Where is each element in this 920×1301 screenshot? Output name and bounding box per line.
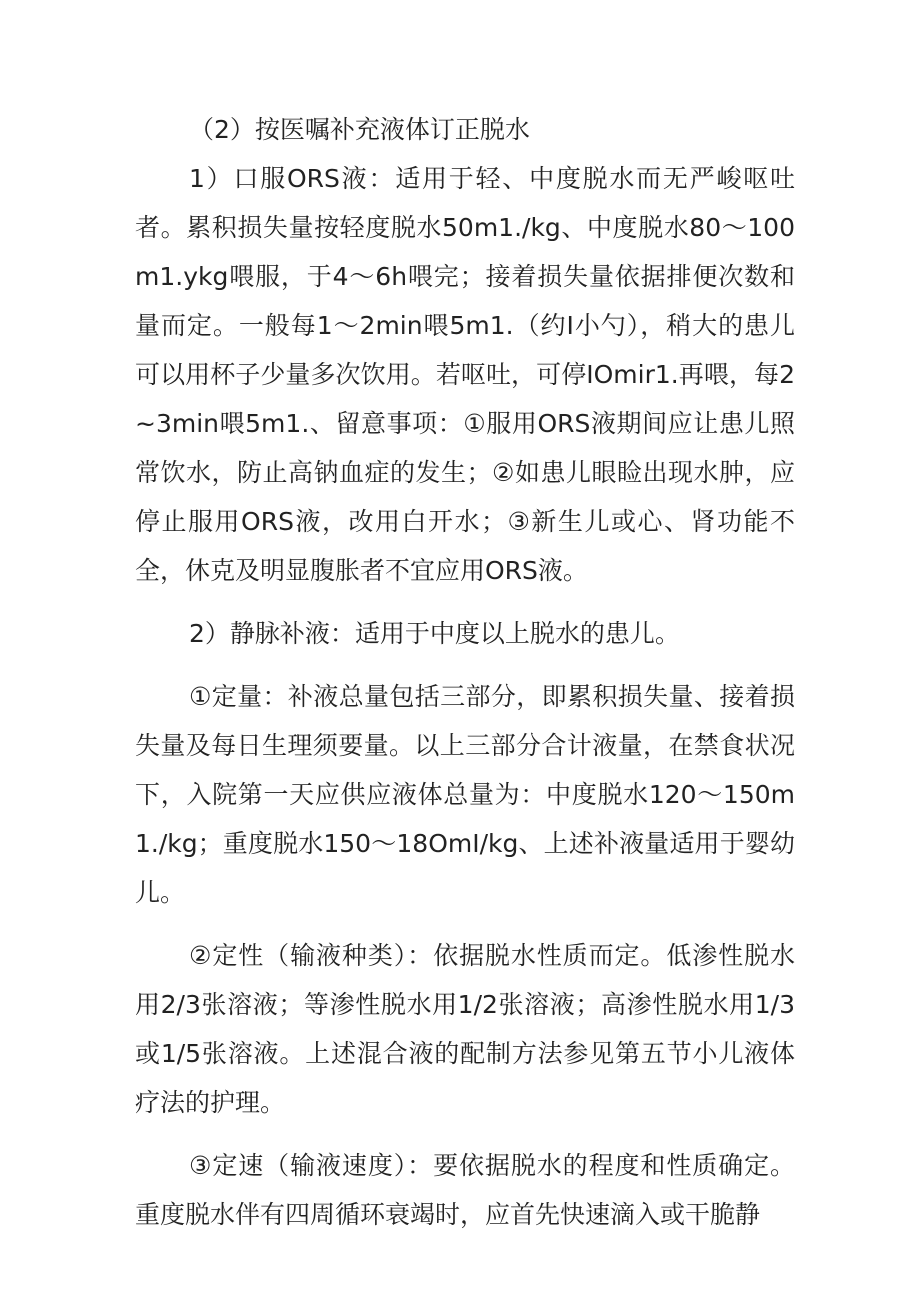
rate-paragraph: ③定速（输液速度）：要依据脱水的程度和性质确定。重度脱水伴有四周循环衰竭时，应首先快速滴入或干脆静 xyxy=(135,1151,795,1229)
iv-fluid-heading: 2）静脉补液：适用于中度以上脱水的患儿。 xyxy=(189,619,680,648)
volume-paragraph: ①定量：补液总量包括三部分，即累积损失量、接着损失量及每日生理须要量。以上三部分合计液量，在禁食状况下，入院第一天应供应液体总量为：中度脱水120～150m1./kg；重度脱水150～18OmI/kg、上述补液量适用于婴幼儿。 xyxy=(135,682,795,907)
document-body xyxy=(135,105,795,1239)
oral-ors-paragraph: 1）口服ORS液：适用于轻、中度脱水而无严峻呕吐者。累积损失量按轻度脱水50m1./kg、中度脱水80～100m1.ykg喂服，于4～6h喂完；接着损失量依据排便次数和量而定。一般每1～2min喂5m1.（约I小勺），稍大的患儿可以用杯子少量多次饮用。若呕吐，可停IOmir1.再喂，每2~3min喂5m1.、留意事项：①服用ORS液期间应让患儿照常饮水，防止高钠血症的发生；②如患儿眼睑出现水肿，应停止服用ORS液，改用白开水；③新生儿或心、肾功能不全，休克及明显腹胀者不宜应用ORS液。 xyxy=(135,164,795,585)
type-paragraph: ②定性（输液种类）：依据脱水性质而定。低渗性脱水用2/3张溶液；等渗性脱水用1/2张溶液；高渗性脱水用1/3或1/5张溶液。上述混合液的配制方法参见第五节小儿液体疗法的护理。 xyxy=(135,941,795,1117)
section-heading: （2）按医嘱补充液体订正脱水 xyxy=(189,115,530,144)
